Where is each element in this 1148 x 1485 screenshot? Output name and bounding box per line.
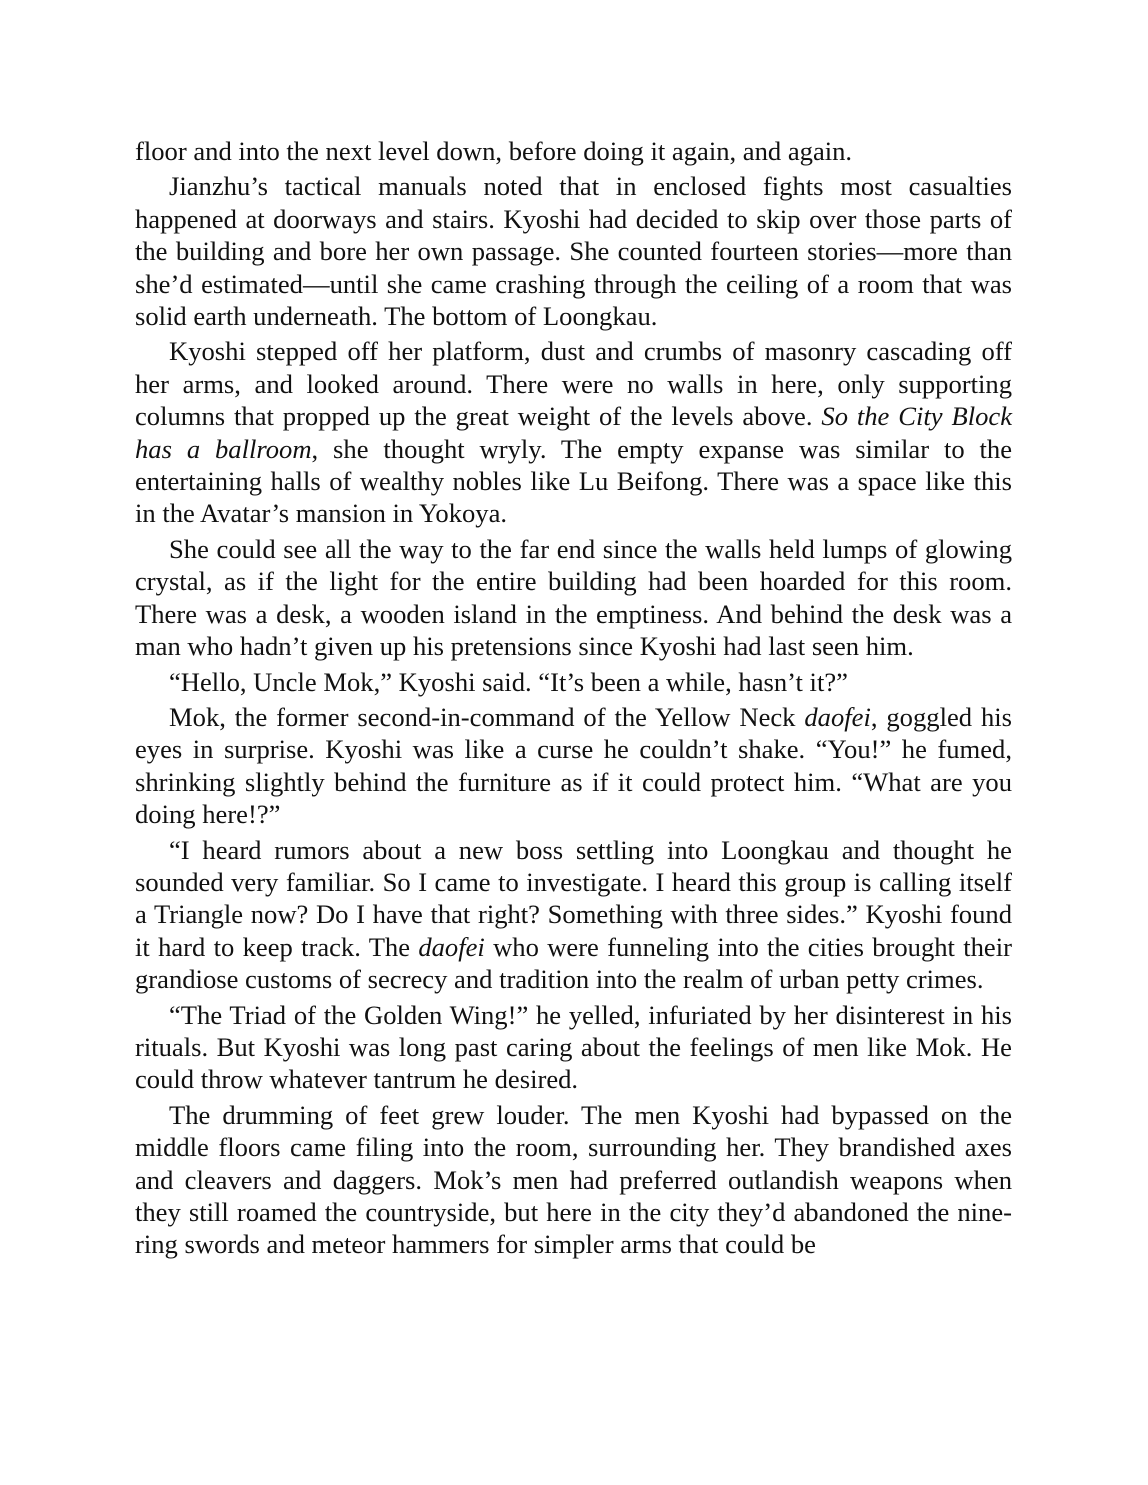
paragraph-1 [135,135,1012,167]
italic-thought: So the City Block has a ballroom [135,401,1013,464]
book-page [135,135,1012,1264]
paragraph-text: Kyoshi stepped off her platform, dust and crumbs of masonry cascading off her arms, and looked around. There were no walls in here, only supporting columns that propped up the great weight of the levels above. [135,336,1012,432]
paragraph-text: “I heard rumors about a new boss settling into Loongkau and thought he sounded very familiar. So I came to investigate. I heard this group is calling itself a Triangle now? Do I have that right? Something with three sides.” Kyoshi found it hard to keep track. The [135,834,1012,962]
paragraph-9 [135,1099,1012,1261]
paragraph-text: The drumming of feet grew louder. The men Kyoshi had bypassed on the middle floors came filing into the room, surrounding her. They brandished axes and cleavers and daggers. Mok’s men had preferred outlandish weapons when they still roamed the countryside, but here in the city they’d abandoned the nine-ring swords and meteor hammers for simpler arms that could be [135,1099,1012,1260]
paragraph-text: “The Triad of the Golden Wing!” he yelled, infuriated by her disinterest in his rituals. But Kyoshi was long past caring about the feelings of men like Mok. He could throw whatever tantrum he desired. [135,999,1012,1095]
paragraph-6 [135,701,1012,831]
paragraph-text: floor and into the next level down, before doing it again, and again. [135,136,853,166]
paragraph-5 [135,666,1012,698]
paragraph-text: , goggled his eyes in surprise. Kyoshi was like a curse he couldn’t shake. “You!” he fumed, shrinking slightly behind the furniture as if it could protect him. “What are you doing here!?” [135,701,1012,830]
paragraph-text: Mok, the former second-in-command of the Yellow Neck [169,701,805,732]
italic-term: daofei [804,701,871,732]
paragraph-text: “Hello, Uncle Mok,” Kyoshi said. “It’s been a while, hasn’t it?” [169,666,848,697]
paragraph-3 [135,335,1012,529]
paragraph-text: She could see all the way to the far end since the walls held lumps of glowing crystal, as if the light for the entire building had been hoarded for this room. There was a desk, a wooden island in the emptiness. And behind the desk was a man who hadn’t given up his pretensions since Kyoshi had last seen him. [135,533,1012,662]
paragraph-text: who were funneling into the cities brought their grandiose customs of secrecy and tradition into the realm of urban petty crimes. [135,931,1012,995]
paragraph-7 [135,834,1012,996]
paragraph-text: Jianzhu’s tactical manuals noted that in enclosed fights most casualties happened at doorways and stairs. Kyoshi had decided to skip over those parts of the building and bore her own passage. She counted fourteen stories—more than she’d estimated—until she came crashing through the ceiling of a room that was solid earth underneath. The bottom of Loongkau. [135,171,1012,332]
paragraph-text: , she thought wryly. The empty expanse was similar to the entertaining halls of wealthy nobles like Lu Beifong. There was a space like this in the Avatar’s mansion in Yokoya. [135,433,1012,529]
italic-term: daofei [418,931,485,962]
paragraph-4 [135,533,1012,663]
paragraph-8 [135,999,1012,1096]
paragraph-2 [135,170,1012,332]
